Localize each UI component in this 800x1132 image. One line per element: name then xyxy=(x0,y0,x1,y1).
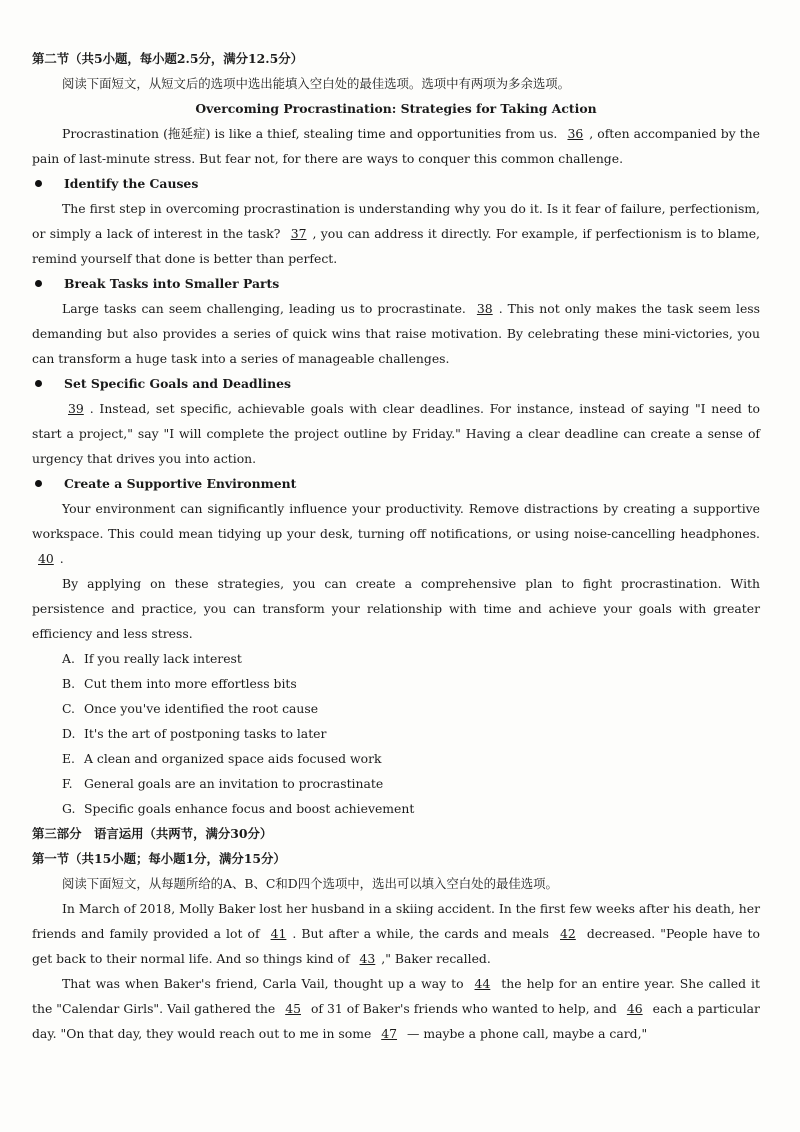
blank-41: 41 xyxy=(270,926,287,941)
part3-header: 第三部分 语言运用（共两节，满分30分） xyxy=(32,826,273,841)
paragraph-3: Large tasks can seem challenging, leading us to procrastinate. 38 . This not only makes the task seem less demanding but also provides a series of quick wins that raise motivation. By celebrating these mini-victories, you can transform a huge task into a series of manageable challenges. xyxy=(32,301,760,366)
blank-39: 39 xyxy=(68,401,84,416)
heading-break-tasks: Break Tasks into Smaller Parts xyxy=(32,271,760,296)
blank-45: 45 xyxy=(285,1001,301,1016)
cloze-paragraph-1: In March of 2018, Molly Baker lost her husband in a skiing accident. In the first few weeks after his death, her friends and family provided a lot of 41 . But after a while, the cards and meals 42 decreased. "People have to get back to their normal life. And so things kind of 43 ," Baker recalled. xyxy=(32,901,760,966)
blank-44: 44 xyxy=(474,976,491,991)
option-item: A. If you really lack interest xyxy=(62,651,242,666)
paragraph-5: Your environment can significantly influence your productivity. Remove distractions by creating a supportive workspace. This could mean tidying up your desk, turning off notifications, or using noise-cancelling headphones. 40 . xyxy=(32,501,760,566)
blank-38: 38 xyxy=(476,301,493,316)
passage-title: Overcoming Procrastination: Strategies for Taking Action xyxy=(195,101,597,116)
heading-set-goals: Set Specific Goals and Deadlines xyxy=(32,371,760,396)
blank-46: 46 xyxy=(626,1001,643,1016)
section-instruction: 阅读下面短文，从短文后的选项中选出能填入空白处的最佳选项。选项中有两项为多余选项。 xyxy=(62,76,571,91)
paragraph-6: By applying on these strategies, you can create a comprehensive plan to fight procrastination. With persistence and practice, you can transform your relationship with time and achieve your goals with greater efficiency and less stress. xyxy=(32,576,760,641)
bullet-icon xyxy=(35,280,42,287)
section-header: 第二节（共5小题，每小题2.5分，满分12.5分） xyxy=(32,51,303,66)
blank-36: 36 xyxy=(567,126,584,141)
paragraph-1: Procrastination (拖延症) is like a thief, stealing time and opportunities from us. 36 , often accompanied by the pain of last-minute stress. But fear not, for there are ways to conquer this common challenge. xyxy=(32,126,761,166)
option-item: B. Cut them into more effortless bits xyxy=(62,676,297,691)
blank-37: 37 xyxy=(290,226,307,241)
paragraph-4: 39 . Instead, set specific, achievable goals with clear deadlines. For instance, instead of saying "I need to start a project," say "I will complete the project outline by Friday." Having a clear deadline can create a sense of urgency that drives you into action. xyxy=(32,401,760,466)
heading-create-environment: Create a Supportive Environment xyxy=(32,471,760,496)
heading-identify-causes: Identify the Causes xyxy=(32,171,760,196)
part3-sub-header: 第一节（共15小题；每小题1分，满分15分） xyxy=(32,851,286,866)
option-item: D. It's the art of postponing tasks to later xyxy=(62,726,327,741)
blank-40: 40 xyxy=(38,551,54,566)
option-item: C. Once you've identified the root cause xyxy=(62,701,319,716)
paragraph-2: The first step in overcoming procrastination is understanding why you do it. Is it fear of failure, perfectionism, or simply a lack of interest in the task? 37 , you can address it directly. For example, if perfectionism is to blame, remind yourself that done is better than perfect. xyxy=(32,201,760,266)
bullet-icon xyxy=(35,180,42,187)
blank-43: 43 xyxy=(359,951,376,966)
blank-47: 47 xyxy=(381,1026,398,1041)
part3-instruction: 阅读下面短文，从每题所给的A、B、C和D四个选项中，选出可以填入空白处的最佳选项。 xyxy=(62,876,558,891)
option-item: G. Specific goals enhance focus and boost achievement xyxy=(62,801,415,816)
bullet-icon xyxy=(35,380,42,387)
cloze-paragraph-2: That was when Baker's friend, Carla Vail, thought up a way to 44 the help for an entire year. She called it the "Calendar Girls". Vail gathered the 45 of 31 of Baker's friends who wanted to help, and 46 each a particular day. "On that day, they would reach out to me in some 47 — maybe a phone call, maybe a card," xyxy=(32,976,760,1041)
bullet-icon xyxy=(35,480,42,487)
blank-42: 42 xyxy=(560,926,576,941)
option-item: F. General goals are an invitation to procrastinate xyxy=(62,776,384,791)
options-list xyxy=(32,646,760,821)
option-item: E. A clean and organized space aids focused work xyxy=(62,751,382,766)
